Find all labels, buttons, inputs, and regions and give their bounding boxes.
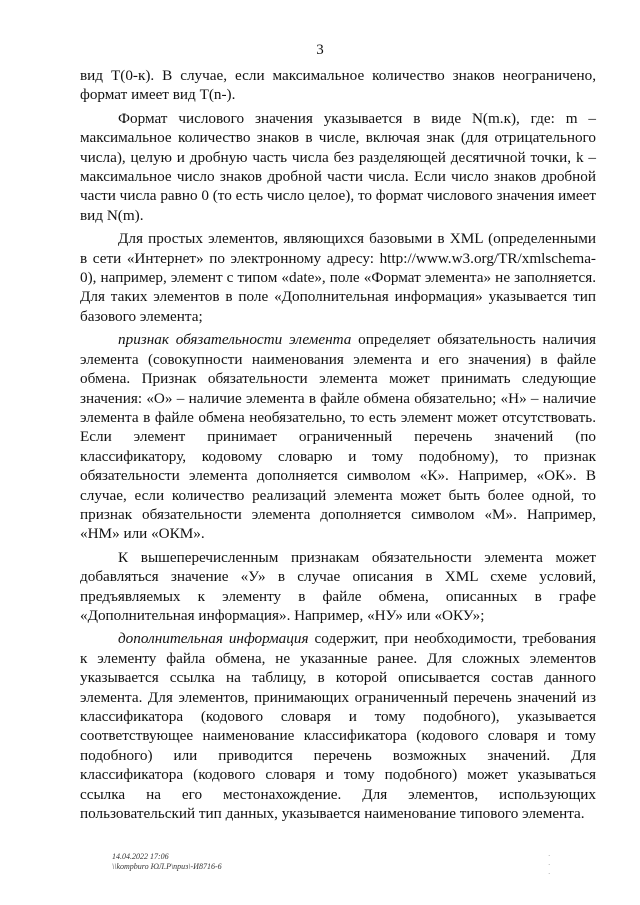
page-number: 3 bbox=[316, 42, 324, 58]
paragraph-conditional-flag: К вышеперечисленным признакам обязательности элемента может добавляться значение «У» в случае описания в XML схеме условий, предъявляемых к элементу в файле обмена, описанных в графе «Дополнительная информация». Например, «НУ» или «ОКУ»; bbox=[80, 548, 596, 624]
paragraph-simple-elements: Для простых элементов, являющихся базовыми в XML (определенными в сети «Интернет» по электронному адресу: http://www.w3.org/TR/xmlschema-0), например, элемент с типом «date», поле «Формат элемента» не заполняется. Для таких элементов в поле «Дополнительная информация» указывается тип базового элемента; bbox=[80, 230, 596, 325]
document-body bbox=[80, 66, 596, 827]
paragraph-format-continuation: вид T(0-к). В случае, если максимальное количество знаков неограничено, формат имеет вид T(n-). bbox=[80, 67, 596, 104]
footer-path: \\kompburo ЮЛ.Р\приз\-И8716-6 bbox=[112, 862, 222, 871]
footer-stamp bbox=[112, 852, 222, 872]
paragraph-additional-info bbox=[80, 629, 596, 823]
paragraph-required-flag-text: определяет обязательность наличия элемента (совокупности наименования элемента и его значения) в файле обмена. Признак обязательности элемента может принимать следующие значения: «О» – наличие элемента в файле обмена обязательно; «Н» – наличие элемента в файле обмена необязательно, то есть элемент может отсутствовать. Если элемент принимает ограниченный перечень значений (по классификатору, кодовому словарю и тому подобному), то признак обязательности элемента дополняется символом «К». Например, «ОК». В случае, если количество реализаций элемента может быть более одной, то признак обязательности элемента дополняется символом «М». Например, «НМ» или «ОКМ». bbox=[80, 331, 596, 543]
paragraph-additional-info-text: содержит, при необходимости, требования к элементу файла обмена, не указанные ранее. Для сложных элементов указывается ссылка на таблицу, в которой описывается состав данного элемента. Для элементов, принимающих ограниченный перечень значений из классификатора (кодового словаря и тому подобного), указывается соответствующее наименование классификатора (кодового словаря и тому подобного) или приводится перечень возможных значений. Для классификатора (кодового словаря и тому подобного) может указываться ссылка на его местонахождение. Для элементов, использующих пользовательский тип данных, указывается наименование типового элемента. bbox=[80, 630, 596, 823]
paragraph-numeric-format: Формат числового значения указывается в виде N(m.к), где: m – максимальное количество знаков в числе, включая знак (для отрицательного числа), целую и дробную часть числа без разделяющей десятичной точки, k – максимальное число знаков дробной части числа. Если число знаков дробной части числа равно 0 (то есть число целое), то формат числового значения имеет вид N(m). bbox=[80, 109, 596, 224]
term-required-flag: признак обязательности элемента bbox=[118, 331, 352, 349]
paragraph-required-flag bbox=[80, 330, 596, 543]
footer-date: 14.04.2022 17:06 bbox=[112, 852, 169, 861]
margin-mark: · · · bbox=[548, 852, 551, 878]
term-additional-info: дополнительная информация bbox=[118, 630, 309, 648]
